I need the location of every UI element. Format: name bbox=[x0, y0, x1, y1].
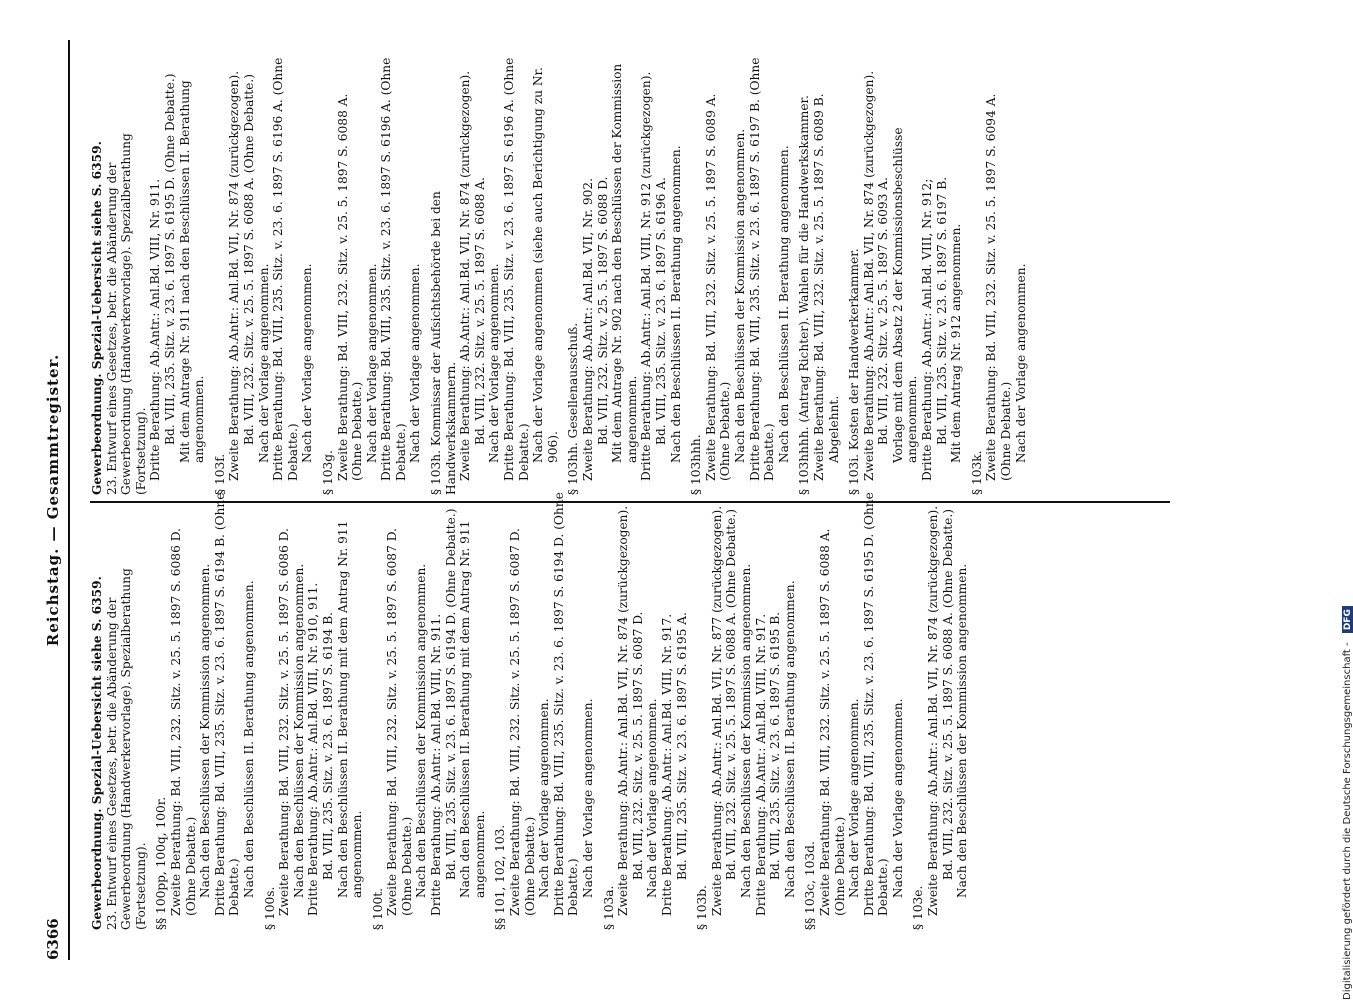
paragraph-heading: § 103k. bbox=[969, 450, 984, 495]
entry-line: Zweite Berathung: Bd. VIII, 232. Sitz. v. 25. 5. 1897 S. 6094 A. (Ohne Debatte.) bbox=[984, 93, 1014, 481]
paragraph-heading: § 103f. bbox=[212, 453, 227, 495]
entry-line: Nach der Vorlage angenommen. bbox=[645, 698, 660, 898]
paragraph-heading: §§ 103c, 103d. bbox=[803, 841, 818, 930]
entry-line: Zweite Berathung: Ab.Antr.: Anl.Bd. VII, Nr. 874 (zurückgezogen). bbox=[926, 505, 941, 916]
entry-line: Dritte Berathung: Ab.Antr.: Anl.Bd. VIII, Nr. 917. bbox=[753, 613, 768, 916]
entry-line: Nach der Vorlage angenommen. bbox=[487, 263, 502, 463]
entry-line: Dritte Berathung: Ab.Antr.: Anl.Bd. VIII, Nr. 917. bbox=[659, 613, 674, 916]
entry-line: Bd. VIII, 235. Sitz. v. 23. 6. 1897 S. 6197 B. bbox=[934, 176, 949, 445]
entry-line: Dritte Berathung: Bd. VIII, 235. Sitz. v. 23. 6. 1897 S. 6194 B. (Ohne Debatte.) bbox=[212, 492, 242, 916]
entry-line: Bd. VIII, 232. Sitz. v. 25. 5. 1897 S. 6088 D. bbox=[595, 176, 610, 445]
paragraph-heading: §§ 101, 102, 103. bbox=[493, 824, 508, 930]
entry-line: Dritte Berathung: Bd. VIII, 235. Sitz. v. 23. 6. 1897 S. 6196 A. (Ohne Debatte.) bbox=[271, 57, 300, 481]
page-title: Reichstag. — Gesammtregister. bbox=[44, 353, 62, 647]
entry-line: Nach den Beschlüssen II. Berathung angenommen. bbox=[668, 145, 683, 463]
page-number: 6366 bbox=[44, 918, 62, 960]
dfg-logo: DFG bbox=[1342, 606, 1353, 633]
entry-line: Nach den Beschlüssen II. Berathung mit dem Antrag Nr. 911 angenommen. bbox=[335, 520, 365, 898]
section-heading: Gewerbeordnung. Spezial-Uebersicht siehe S. 6359. bbox=[90, 576, 104, 930]
entry-line: Dritte Berathung: Ab.Antr.: Anl.Bd. VIII, Nr. 912; bbox=[920, 178, 935, 481]
entry-line: Nach den Beschlüssen der Kommission angenommen. bbox=[732, 128, 747, 463]
entry-line: Dritte Berathung: Ab.Antr.: Anl.Bd. VIII, Nr. 910, 911. bbox=[306, 582, 321, 916]
entry-line: Zweite Berathung: Bd. VIII, 232. Sitz. v. 25. 5. 1897 S. 6088 A. (Ohne Debatte.) bbox=[817, 528, 847, 916]
entry-line: Dritte Berathung: Ab.Antr.: Anl.Bd. VIII, Nr. 912 (zurückgezogen). bbox=[639, 71, 654, 481]
entry-line: Dritte Berathung: Ab.Antr.: Anl.Bd. VIII, Nr. 911. bbox=[148, 178, 163, 481]
entry-line: Zweite Berathung: Bd. VIII, 232. Sitz. v. 25. 5. 1897 S. 6087 D. (Ohne Debatte.) bbox=[508, 528, 537, 916]
entry-line: Vorlage mit dem Absatz 2 der Kommissionsbeschlüsse angenommen. bbox=[890, 127, 920, 463]
paragraph-heading: § 103e. bbox=[911, 885, 926, 930]
entry-line: Nach der Vorlage angenommen. bbox=[364, 263, 379, 463]
entry-line: Nach der Vorlage angenommen. bbox=[847, 698, 862, 898]
right-column bbox=[90, 55, 1028, 495]
entry-line: Bd. VIII, 232. Sitz. v. 25. 5. 1897 S. 6087 D. bbox=[630, 611, 645, 880]
paragraph-heading: § 100s. bbox=[262, 886, 277, 930]
entry-line: Zweite Berathung: Ab.Antr.: Anl.Bd. VII, Nr. 902. bbox=[581, 178, 595, 481]
entry-line: Zweite Berathung: Ab.Antr.: Anl.Bd. VII, Nr. 874 (zurückgezogen). bbox=[227, 70, 242, 481]
entry-line: Dritte Berathung: Bd. VIII, 235. Sitz. v. 23. 6. 1897 S. 6197 B. (Ohne Debatte.) bbox=[747, 57, 777, 481]
entry-line: Zweite Berathung: Bd. VIII, 232. Sitz. v. 25. 5. 1897 S. 6086 D. bbox=[277, 528, 292, 916]
entry-line: Nach der Vorlage angenommen. bbox=[537, 698, 552, 898]
paragraph-heading: § 103a. bbox=[601, 885, 616, 930]
paragraph-heading: § 103hh. Gesellenausschuß. bbox=[566, 322, 581, 495]
entry-line: Nach den Beschlüssen II. Berathung mit dem Antrag Nr. 911 angenommen. bbox=[458, 520, 487, 898]
entry-line: Zweite Berathung: Bd. VIII, 232. Sitz. v. 25. 5. 1897 S. 6088 A. (Ohne Debatte.) bbox=[335, 93, 365, 481]
entry-line: Zweite Berathung: Bd. VIII, 232. Sitz. v. 25. 5. 1897 S. 6089 A. (Ohne Debatte.) bbox=[703, 93, 733, 481]
entry-line: Nach den Beschlüssen II. Berathung angenommen. bbox=[782, 580, 797, 898]
entry-line: Nach der Vorlage angenommen. bbox=[300, 263, 315, 463]
entry-line: Dritte Berathung: Bd. VIII, 235. Sitz. v. 23. 6. 1897 S. 6196 A. (Ohne Debatte.) bbox=[379, 57, 408, 481]
entry-line: Dritte Berathung: Bd. VIII, 235. Sitz. v. 23. 6. 1897 S. 6195 D. (Ohne Debatte.) bbox=[861, 492, 891, 916]
entry-line: Bd. VIII, 232. Sitz. v. 25. 5. 1897 S. 6093 A. bbox=[876, 177, 891, 445]
entry-line: Nach den Beschlüssen der Kommission angenommen. bbox=[414, 563, 429, 898]
paragraph-heading: § 103hhhh. (Antrag Richter). Wahlen für die Handwerkskammer. bbox=[797, 95, 812, 495]
entry-line: 23. Entwurf eines Gesetzes, betr. die Abänderung der Gewerbeordnung (Handwerkervorlage). Spezialberathung (Fortsetzung). bbox=[104, 133, 148, 495]
entry-line: Mit dem Antrage Nr. 911 nach den Beschlüssen II. Berathung angenommen. bbox=[177, 80, 207, 463]
entry-line: Bd. VIII, 232. Sitz. v. 25. 5. 1897 S. 6088 A. bbox=[472, 177, 487, 445]
entry-line: Bd. VIII, 235. Sitz. v. 23. 6. 1897 S. 6194 B. bbox=[320, 611, 335, 880]
entry-line: Mit dem Antrag Nr. 912 angenommen. bbox=[949, 223, 964, 463]
entry-line: Bd. VIII, 235. Sitz. v. 23. 6. 1897 S. 6195 A. bbox=[674, 612, 689, 880]
entry-line: Nach den Beschlüssen der Kommission angenommen. bbox=[198, 563, 213, 898]
digitization-note bbox=[1342, 360, 1353, 1000]
paragraph-heading: § 103i. Kosten der Handwerkerkammer. bbox=[847, 248, 862, 495]
entry-line: Dritte Berathung: Bd. VIII, 235. Sitz. v. 23. 6. 1897 S. 6194 D. (Ohne Debatte.) bbox=[551, 492, 581, 916]
entry-line: Zweite Berathung: Bd. VIII, 232. Sitz. v. 25. 5. 1897 S. 6089 B. bbox=[811, 93, 826, 481]
digitization-text: Digitalisierung gefördert durch die Deutsche Forschungsgemeinschaft - bbox=[1342, 642, 1353, 1000]
paragraph-heading: § 103hhh. bbox=[689, 434, 704, 495]
entry-line: Nach der Vorlage angenommen (siehe auch Berichtigung zu Nr. 906). bbox=[531, 67, 560, 463]
entry-line: Zweite Berathung: Ab.Antr.: Anl.Bd. VII, Nr. 874 (zurückgezogen). bbox=[616, 505, 631, 916]
entry-line: Dritte Berathung: Ab.Antr.: Anl.Bd. VIII, Nr. 911. bbox=[429, 613, 444, 916]
entry-line: Abgelehnt. bbox=[826, 395, 841, 463]
entry-line: Nach den Beschlüssen der Kommission angenommen. bbox=[955, 563, 970, 898]
entry-line: Bd. VIII, 232. Sitz. v. 25. 5. 1897 S. 6088 A. (Ohne Debatte.) bbox=[940, 509, 955, 880]
entry-line: Nach den Beschlüssen der Kommission angenommen. bbox=[738, 563, 753, 898]
entry-line: 23. Entwurf eines Gesetzes, betr. die Abänderung der Gewerbeordnung (Handwerkervorlage). Spezialberathung (Fortsetzung). bbox=[104, 568, 148, 930]
paragraph-heading: §§ 100pp, 100q, 100r. bbox=[154, 796, 169, 930]
entry-line: Bd. VIII, 232. Sitz. v. 25. 5. 1897 S. 6088 A. (Ohne Debatte.) bbox=[724, 509, 739, 880]
entry-line: Bd. VIII, 235. Sitz. v. 23. 6. 1897 S. 6194 D. (Ohne Debatte.) bbox=[443, 508, 458, 880]
page-header bbox=[44, 40, 70, 960]
entry-line: Nach der Vorlage angenommen. bbox=[890, 698, 905, 898]
entry-line: Zweite Berathung: Ab.Antr.: Anl.Bd. VII, Nr. 874 (zurückgezogen). bbox=[458, 70, 473, 481]
left-column bbox=[90, 490, 970, 930]
entry-line: Bd. VIII, 232. Sitz. v. 25. 5. 1897 S. 6088 A. (Ohne Debatte.) bbox=[241, 74, 256, 445]
paragraph-heading: § 100t. bbox=[370, 887, 385, 930]
entry-line: Dritte Berathung: Bd. VIII, 235. Sitz. v. 23. 6. 1897 S. 6196 A. (Ohne Debatte.) bbox=[502, 57, 531, 481]
entry-line: Zweite Berathung: Ab.Antr.: Anl.Bd. VII, Nr. 874 (zurückgezogen). bbox=[861, 70, 876, 481]
entry-line: Zweite Berathung: Bd. VIII, 232. Sitz. v. 25. 5. 1897 S. 6086 D. (Ohne Debatte.) bbox=[168, 528, 198, 916]
entry-line: Bd. VIII, 235. Sitz. v. 23. 6. 1897 S. 6195 D. (Ohne Debatte.) bbox=[162, 73, 177, 445]
entry-line: Nach den Beschlüssen der Kommission angenommen. bbox=[291, 563, 306, 898]
paragraph-heading: § 103g. bbox=[320, 450, 335, 495]
entry-line: Nach der Vorlage angenommen. bbox=[1013, 263, 1028, 463]
entry-line: Nach den Beschlüssen II. Berathung angenommen. bbox=[241, 580, 256, 898]
paragraph-heading: § 103h. Kommissar der Aufsichtsbehörde bei den Handwerkskammern. bbox=[429, 191, 458, 495]
entry-line: Bd. VIII, 235. Sitz. v. 23. 6. 1897 S. 6196 A. bbox=[653, 177, 668, 445]
paragraph-heading: § 103b. bbox=[695, 885, 710, 930]
entry-line: Nach der Vorlage angenommen. bbox=[256, 263, 271, 463]
entry-line: Bd. VIII, 235. Sitz. v. 23. 6. 1897 S. 6195 B. bbox=[768, 611, 783, 880]
entry-line: Mit dem Antrage Nr. 902 nach den Beschlüssen der Kommission angenommen. bbox=[610, 63, 639, 463]
column-divider bbox=[90, 501, 1170, 503]
entry-line: Nach der Vorlage angenommen. bbox=[408, 263, 423, 463]
section-heading: Gewerbeordnung. Spezial-Uebersicht siehe S. 6359. bbox=[90, 141, 104, 495]
entry-line: Nach den Beschlüssen II. Berathung angenommen. bbox=[776, 145, 791, 463]
entry-line: Zweite Berathung: Bd. VIII, 232. Sitz. v. 25. 5. 1897 S. 6087 D. (Ohne Debatte.) bbox=[385, 528, 414, 916]
entry-line: Nach der Vorlage angenommen. bbox=[581, 698, 595, 898]
entry-line: Zweite Berathung: Ab.Antr.: Anl.Bd. VII, Nr. 877 (zurückgezogen). bbox=[709, 505, 724, 916]
